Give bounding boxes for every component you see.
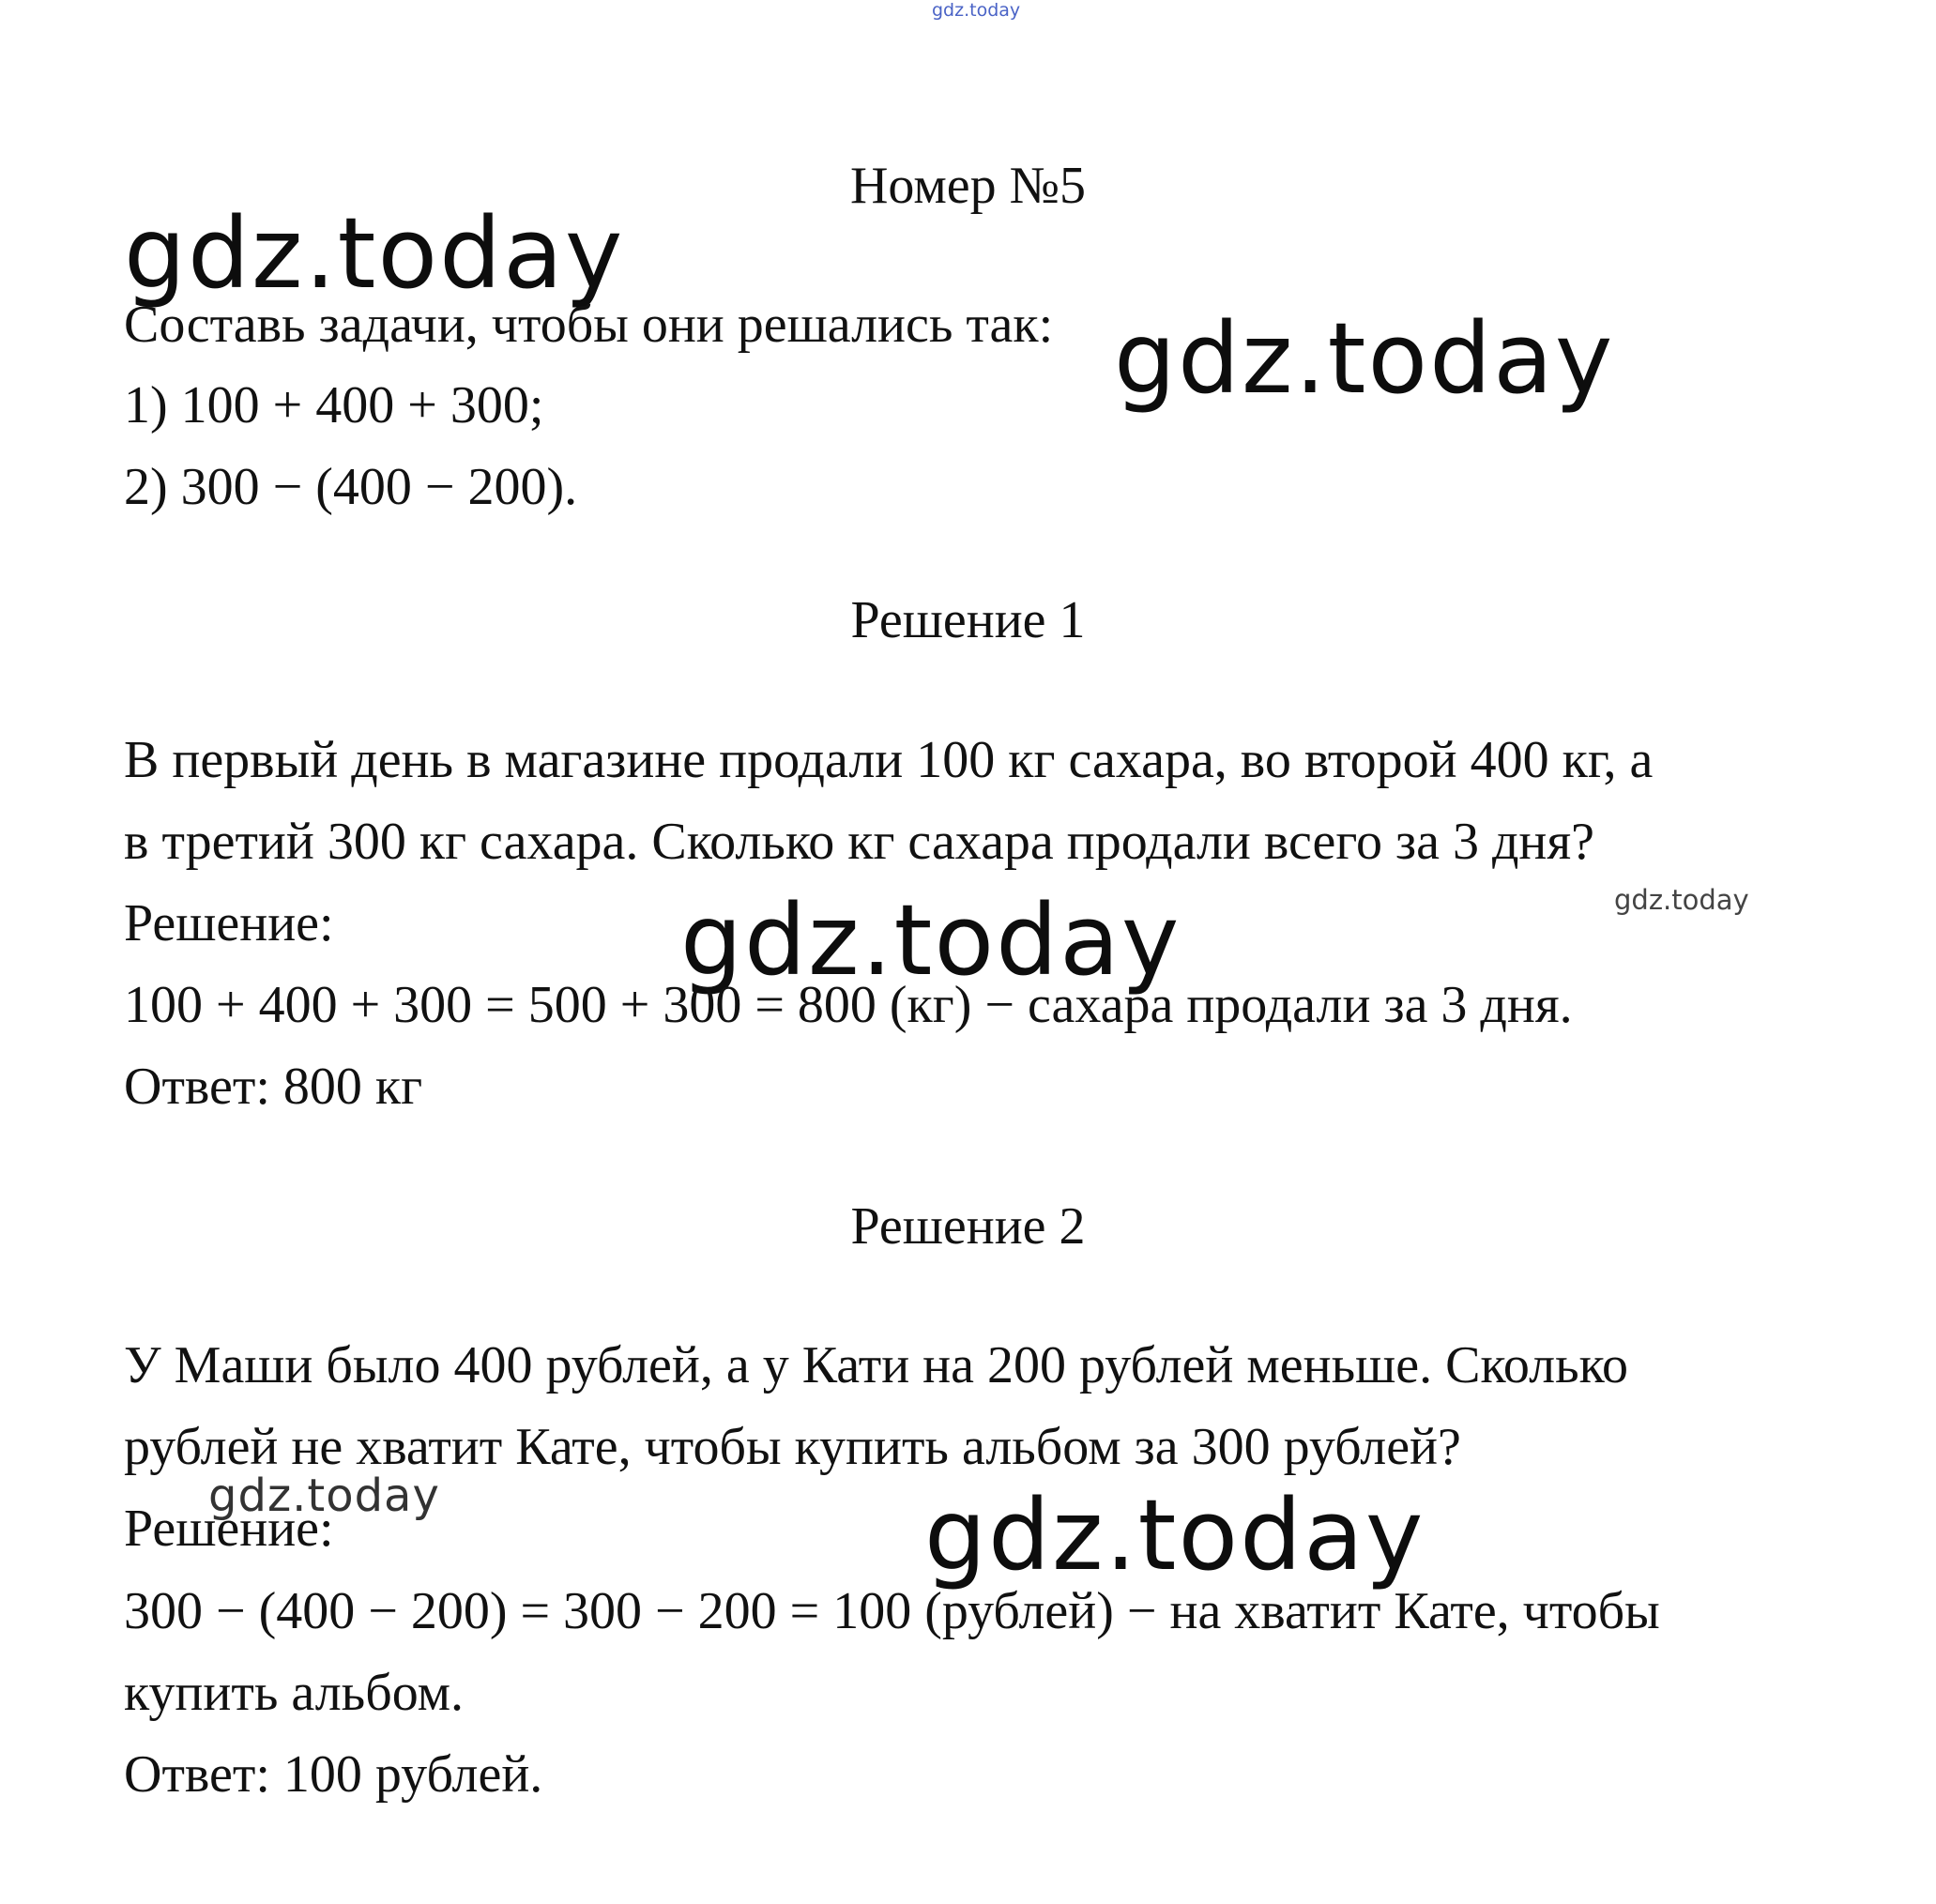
solution-1-heading: Решение 1 xyxy=(850,591,1086,649)
watermark-large-1: gdz.today xyxy=(124,196,625,311)
solution-2-calc-line-1: 300 − (400 − 200) = 300 − 200 = 100 (рублей) − на хватит Кате, чтобы xyxy=(124,1582,1660,1640)
watermark-medium-1: gdz.today xyxy=(208,1470,440,1522)
solution-1-problem-line-2: в третий 300 кг сахара. Сколько кг сахара продали всего за 3 дня? xyxy=(124,813,1595,871)
solution-2-problem-line-1: У Маши было 400 рублей, а у Кати на 200 рублей меньше. Сколько xyxy=(124,1336,1628,1394)
solution-2-calc-line-2: купить альбом. xyxy=(124,1664,465,1722)
page-title: Номер №5 xyxy=(849,157,1087,215)
watermark-large-2: gdz.today xyxy=(1114,301,1615,416)
solution-2-problem-line-2: рублей не хватит Кате, чтобы купить альбом за 300 рублей? xyxy=(124,1418,1461,1476)
watermark-large-4: gdz.today xyxy=(924,1478,1425,1592)
task-item-2: 2) 300 − (400 − 200). xyxy=(124,458,578,516)
watermark-top: gdz.today xyxy=(932,0,1021,21)
solution-2-heading: Решение 2 xyxy=(850,1197,1086,1256)
task-prompt: Составь задачи, чтобы они решались так: xyxy=(124,296,1054,354)
solution-1-label: Решение: xyxy=(124,894,334,952)
solution-2-answer: Ответ: 100 рублей. xyxy=(124,1745,543,1804)
watermark-small-1: gdz.today xyxy=(1614,884,1749,916)
solution-1-answer: Ответ: 800 кг xyxy=(124,1058,423,1116)
task-item-1: 1) 100 + 400 + 300; xyxy=(124,376,544,434)
solution-1-problem-line-1: В первый день в магазине продали 100 кг сахара, во второй 400 кг, а xyxy=(124,731,1654,789)
solution-2-label: Решение: xyxy=(124,1500,334,1558)
solution-1-calc: 100 + 400 + 300 = 500 + 300 = 800 (кг) − сахара продали за 3 дня. xyxy=(124,976,1573,1034)
watermark-large-3: gdz.today xyxy=(680,883,1181,998)
